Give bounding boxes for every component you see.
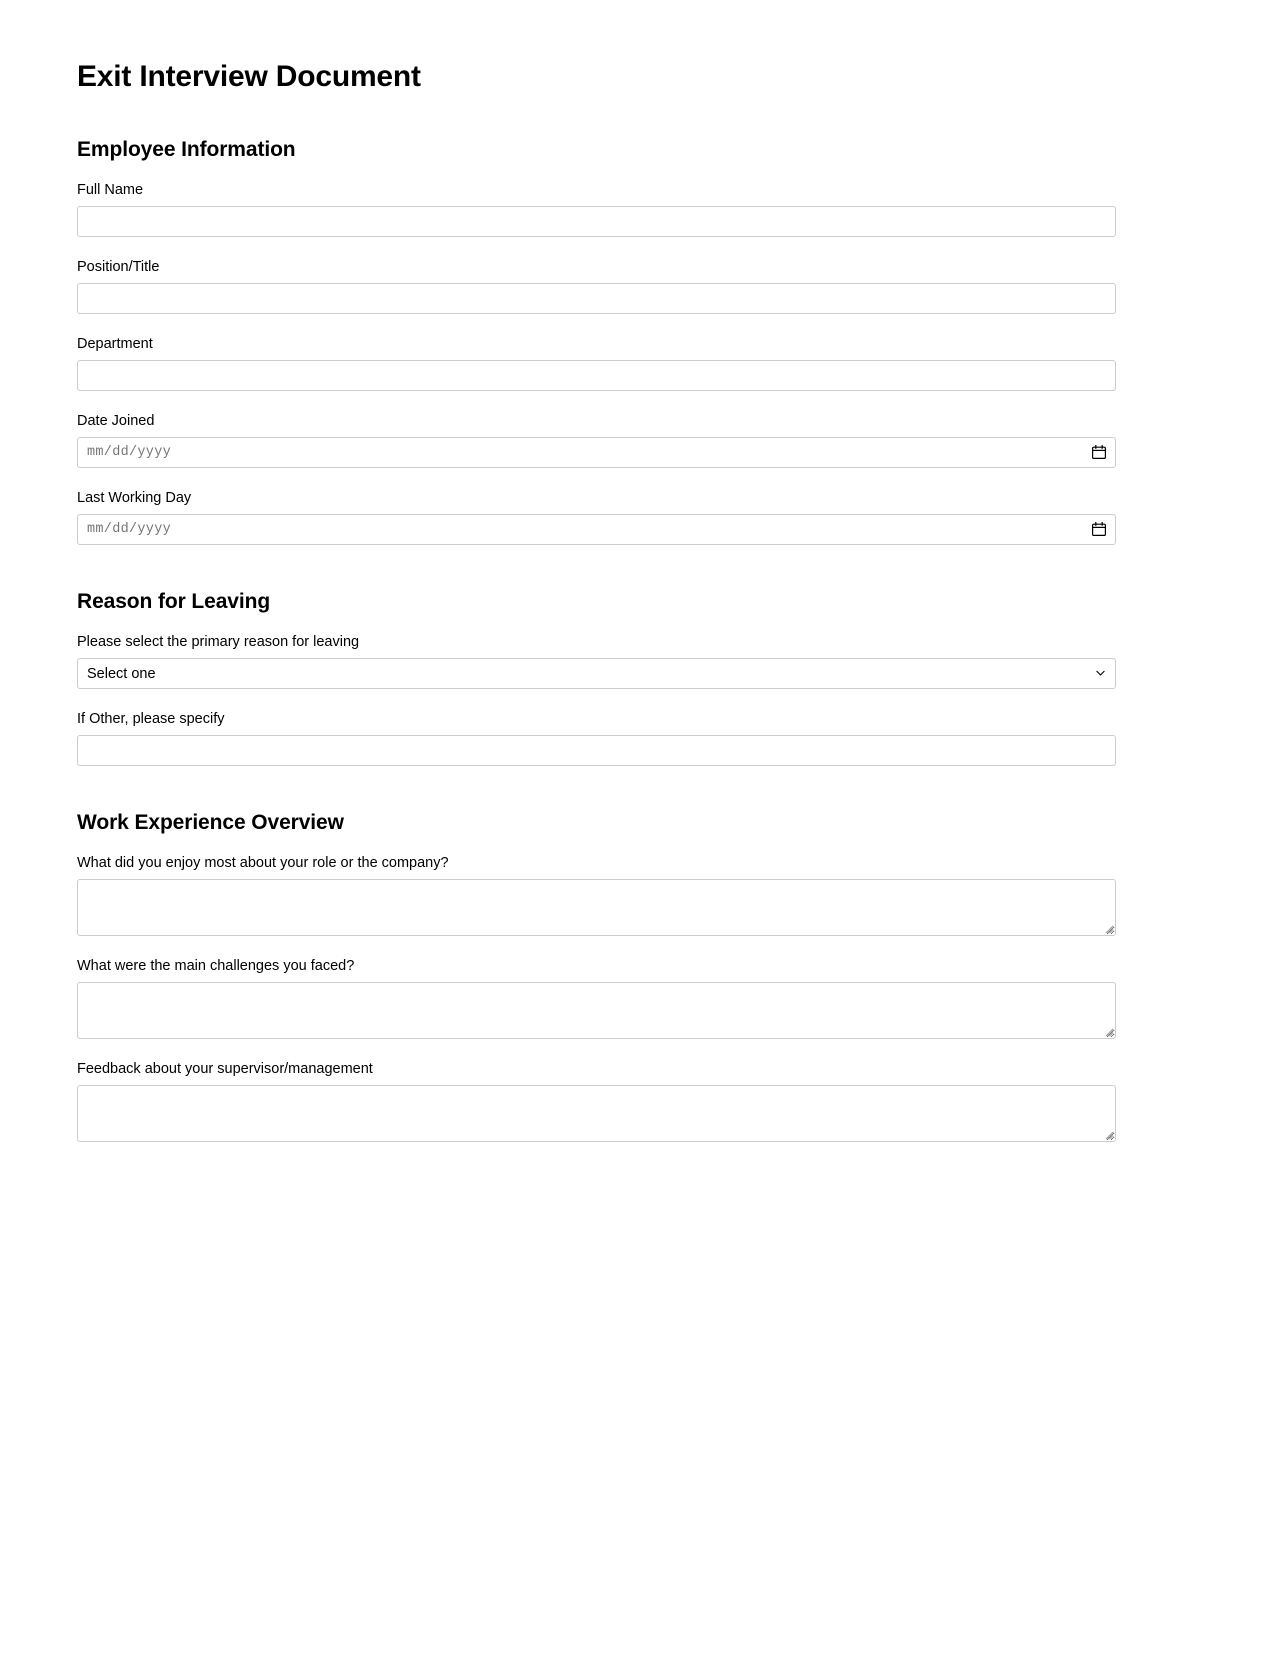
- field-full-name: [77, 180, 1116, 237]
- label-last-working-day: Last Working Day: [77, 489, 192, 506]
- last-working-day-input[interactable]: [77, 514, 1116, 545]
- field-position-title: [77, 257, 1116, 314]
- main-challenges-control: [77, 982, 1116, 1039]
- field-other-specify: [77, 709, 1116, 766]
- label-supervisor-feedback: Feedback about your supervisor/management: [77, 1061, 373, 1078]
- supervisor-feedback-control: [77, 1085, 1116, 1142]
- label-primary-reason: Please select the primary reason for leaving: [77, 633, 360, 650]
- label-other-specify: If Other, please specify: [77, 710, 225, 727]
- section-employee-information: [77, 137, 1116, 545]
- enjoyed-most-control: [77, 879, 1116, 936]
- field-supervisor-feedback: [77, 1059, 1116, 1142]
- field-date-joined: [77, 411, 1116, 468]
- section-heading-employee-information: Employee Information: [77, 137, 296, 161]
- main-challenges-textarea[interactable]: [77, 982, 1116, 1039]
- page-title: Exit Interview Document: [77, 60, 421, 93]
- full-name-input[interactable]: [77, 206, 1116, 237]
- last-working-day-control: [77, 514, 1116, 545]
- other-specify-input[interactable]: [77, 735, 1116, 766]
- section-heading-work-experience-overview: Work Experience Overview: [77, 810, 344, 834]
- label-enjoyed-most: What did you enjoy most about your role or the company?: [77, 855, 449, 872]
- position-title-input[interactable]: [77, 283, 1116, 314]
- section-spacer: [77, 786, 1116, 810]
- date-joined-control: [77, 437, 1116, 468]
- field-primary-reason: [77, 632, 1116, 689]
- label-position-title: Position/Title: [77, 258, 160, 275]
- field-department: [77, 334, 1116, 391]
- label-department: Department: [77, 335, 153, 352]
- field-main-challenges: [77, 956, 1116, 1039]
- primary-reason-control: [77, 658, 1116, 689]
- section-spacer: [77, 565, 1116, 589]
- date-joined-input[interactable]: [77, 437, 1116, 468]
- department-input[interactable]: [77, 360, 1116, 391]
- primary-reason-select[interactable]: [77, 658, 1116, 689]
- label-date-joined: Date Joined: [77, 412, 155, 429]
- section-reason-for-leaving: [77, 589, 1116, 766]
- field-enjoyed-most: [77, 853, 1116, 936]
- section-work-experience-overview: [77, 810, 1116, 1142]
- label-full-name: Full Name: [77, 181, 144, 198]
- supervisor-feedback-textarea[interactable]: [77, 1085, 1116, 1142]
- enjoyed-most-textarea[interactable]: [77, 879, 1116, 936]
- label-main-challenges: What were the main challenges you faced?: [77, 958, 355, 975]
- section-heading-reason-for-leaving: Reason for Leaving: [77, 589, 271, 613]
- field-last-working-day: [77, 488, 1116, 545]
